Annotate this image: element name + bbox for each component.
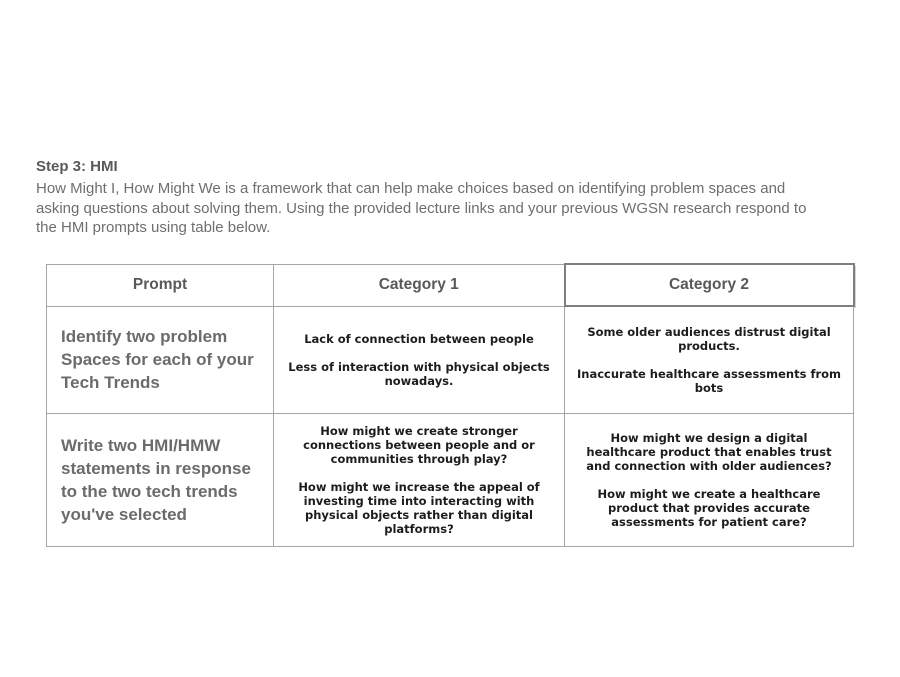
table-row-hmi-statements [47,413,854,546]
answer-text: Some older audiences distrust digital products. [587,324,831,353]
answer-text: How might we create a healthcare product that provides accurate assessments for patient care? [597,486,821,529]
category-1-cell-hmi-statements [274,413,565,546]
section-heading: Step 3: HMI [36,158,118,175]
column-header-category-1: Category 1 [274,264,565,306]
prompt-cell-hmi-statements: Write two HMI/HMW statements in response to the two tech trends you've selected [47,413,274,546]
answer-text: Less of interaction with physical objects nowadays. [288,359,550,388]
section-intro-paragraph: How Might I, How Might We is a framework that can help make choices based on identifying problem spaces and asking questions about solving them. Using the provided lecture links and your previous WGSN research respond to the HMI prompts using table below. [36,180,807,236]
category-1-cell-problem-spaces [274,306,565,413]
hmi-prompts-table [46,263,855,547]
column-header-prompt: Prompt [47,264,274,306]
table-row-problem-spaces [47,306,854,413]
category-2-cell-hmi-statements [565,413,854,546]
prompt-cell-problem-spaces: Identify two problem Spaces for each of your Tech Trends [47,306,274,413]
category-2-cell-problem-spaces [565,306,854,413]
answer-text: How might we increase the appeal of investing time into interacting with physical objects rather than digital platforms? [298,479,540,536]
answer-text: Inaccurate healthcare assessments from bots [576,366,842,395]
answer-text: How might we create stronger connections between people and or communities through play? [303,423,535,466]
answer-text: How might we design a digital healthcare product that enables trust and connection with older audiences? [586,430,832,473]
step-3-section [36,157,828,238]
header-row [47,264,854,306]
answer-text: Lack of connection between people [304,331,534,346]
column-header-category-2: Category 2 [565,264,854,306]
